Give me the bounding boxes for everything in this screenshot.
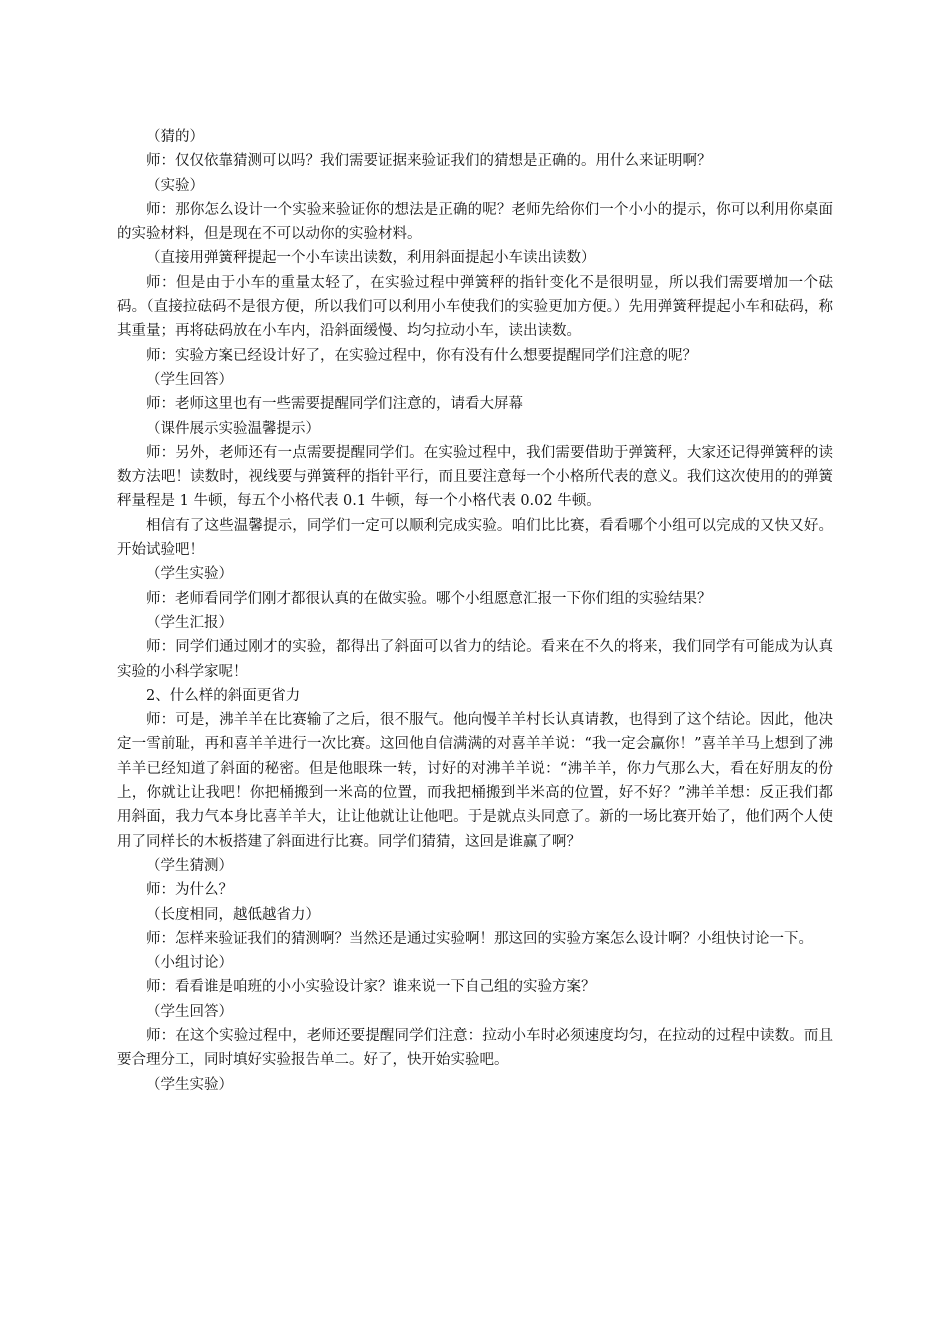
paragraph-teacher-weight: 师：但是由于小车的重量太轻了，在实验过程中弹簧秤的指针变化不是很明显，所以我们需要增加一个砝码。（直接拉砝码不是很方便，所以我们可以利用小车使我们的实验更加方便。）先用弹簧秤提起小车和砝码，称其重量；再将砝码放在小车内，沿斜面缓慢、均匀拉动小车，读出读数。 <box>117 274 833 340</box>
paragraph-teacher-design-hint: 师：那你怎么设计一个实验来验证你的想法是正确的呢？老师先给你们一个小小的提示，你可以利用你桌面的实验材料，但是现在不可以动你的实验材料。 <box>117 201 833 243</box>
paragraph-teacher-instructions: 师：在这个实验过程中，老师还要提醒同学们注意：拉动小车时必须速度均匀，在拉动的过程中读数。而且要合理分工，同时填好实验报告单二。好了，快开始实验吧。 <box>117 1027 833 1069</box>
paragraph-student-plan: （直接用弹簧秤提起一个小车读出读数，利用斜面提起小车读出读数） <box>146 250 596 267</box>
paragraph-teacher-screen: 师：老师这里也有一些需要提醒同学们注意的，请看大屏幕 <box>146 396 523 413</box>
paragraph-teacher-reminder-question: 师：实验方案已经设计好了，在实验过程中，你有没有什么想要提醒同学们注意的呢？ <box>146 347 697 364</box>
paragraph-teacher-evidence: 师：仅仅依靠猜测可以吗？我们需要证据来验证我们的猜想是正确的。用什么来证明啊？ <box>146 153 712 170</box>
paragraph-teacher-report-request: 师：老师看同学们刚才都很认真的在做实验。哪个小组愿意汇报一下你们组的实验结果？ <box>146 590 712 607</box>
paragraph-student-report: （学生汇报） <box>146 614 233 631</box>
paragraph-teacher-verify: 师：怎样来验证我们的猜测啊？当然还是通过实验啊！那这回的实验方案怎么设计啊？小组快讨论一下。 <box>146 930 813 947</box>
paragraph-student-answer: （学生回答） <box>146 371 233 388</box>
paragraph-student-answer-2: （学生回答） <box>146 1003 233 1020</box>
paragraph-student-experiment-1: （学生实验） <box>146 566 233 583</box>
lesson-transcript <box>117 125 833 1097</box>
paragraph-student-answer-guess: （猜的） <box>146 129 204 145</box>
paragraph-teacher-designer: 师：看看谁是咱班的小小实验设计家？谁来说一下自己组的实验方案？ <box>146 979 596 996</box>
paragraph-teacher-conclusion: 师：同学们通过刚才的实验，都得出了斜面可以省力的结论。看来在不久的将来，我们同学有可能成为认真实验的小科学家呢！ <box>117 639 833 680</box>
paragraph-student-answer-experiment: （实验） <box>146 177 204 194</box>
paragraph-start-experiment: 相信有了这些温馨提示，同学们一定可以顺利完成实验。咱们比比赛，看看哪个小组可以完成的又快又好。开始试验吧！ <box>117 517 833 559</box>
paragraph-teacher-why: 师：为什么？ <box>146 882 233 899</box>
paragraph-courseware-tips: （课件展示实验温馨提示） <box>146 420 320 437</box>
section-heading-2: 2、什么样的斜面更省力 <box>146 687 301 704</box>
paragraph-student-reason: （长度相同，越低越省力） <box>146 906 320 923</box>
paragraph-student-experiment-2: （学生实验） <box>146 1076 233 1093</box>
paragraph-student-guess: （学生猜测） <box>146 857 233 874</box>
paragraph-story: 师：可是，沸羊羊在比赛输了之后，很不服气。他向慢羊羊村长认真请教，也得到了这个结论。因此，他决定一雪前耻，再和喜羊羊进行一次比赛。这回他自信满满的对喜羊羊说：“我一定会赢你！”喜羊羊马上想到了沸羊羊已经知道了斜面的秘密。但是他眼珠一转，讨好的对沸羊羊说：“沸羊羊，你力气那么大，看在好朋友的份上，你就让让我吧！你把桶搬到一米高的位置，而我把桶搬到半米高的位置，好不好？”沸羊羊想：反正我们都用斜面，我力气本身比喜羊羊大，让让他就让让他吧。于是就点头同意了。新的一场比赛开始了，他们两个人使用了同样长的木板搭建了斜面进行比赛。同学们猜猜，这回是谁赢了啊？ <box>117 712 833 850</box>
paragraph-group-discussion: （小组讨论） <box>146 955 233 972</box>
paragraph-teacher-spring-scale: 师：另外，老师还有一点需要提醒同学们。在实验过程中，我们需要借助于弹簧秤，大家还记得弹簧秤的读数方法吧！读数时，视线要与弹簧秤的指针平行，而且要注意每一个小格所代表的意义。我们这次使用的的弹簧秤量程是 1 牛顿，每五个小格代表 0.1 牛顿，每一个小格代表 0.02 牛顿。 <box>117 444 833 510</box>
